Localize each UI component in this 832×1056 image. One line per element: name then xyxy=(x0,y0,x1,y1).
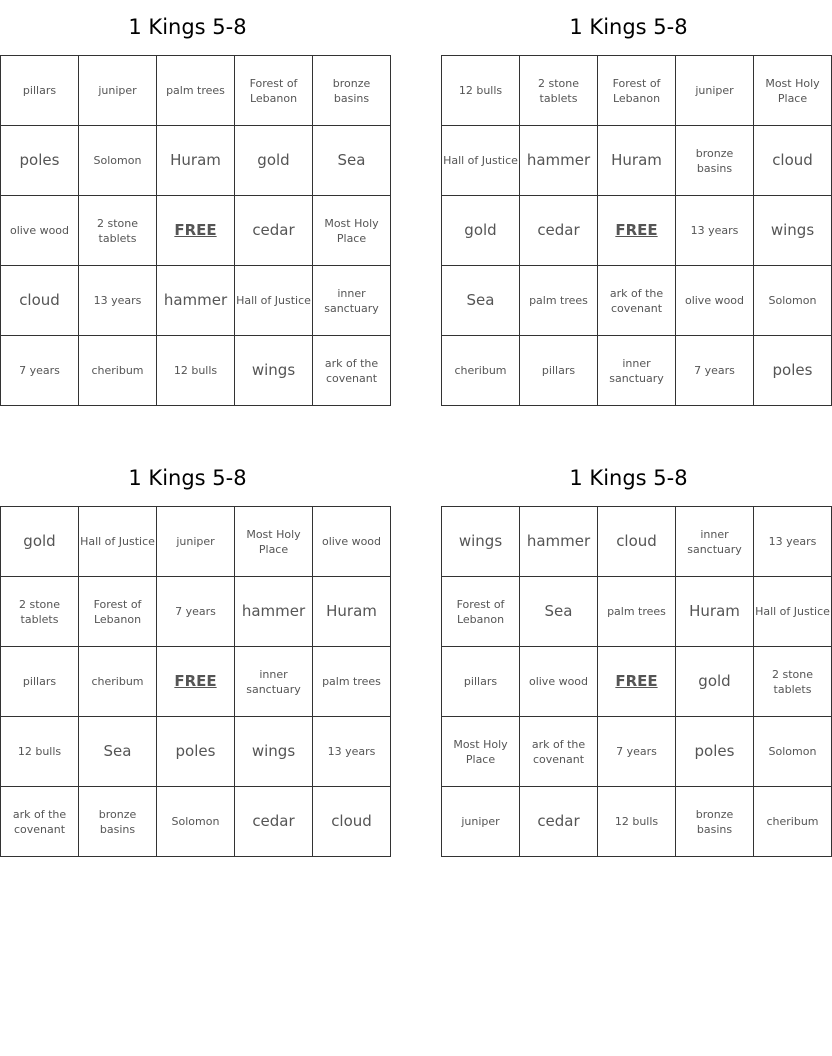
free-space: FREE xyxy=(598,647,676,717)
bingo-grid xyxy=(0,55,391,406)
bingo-cell: ark of the covenant xyxy=(520,717,598,787)
bingo-cell: gold xyxy=(235,126,313,196)
bingo-cell: Hall of Justice xyxy=(79,507,157,577)
bingo-cell: bronze basins xyxy=(676,787,754,857)
bingo-cell: pillars xyxy=(1,56,79,126)
grid-row xyxy=(442,507,832,577)
bingo-grid xyxy=(441,55,832,406)
bingo-cell: palm trees xyxy=(520,266,598,336)
bingo-cell: 12 bulls xyxy=(157,336,235,406)
bingo-cell: 13 years xyxy=(79,266,157,336)
bingo-cell: cloud xyxy=(598,507,676,577)
bingo-cell: Forest of Lebanon xyxy=(598,56,676,126)
bingo-cell: wings xyxy=(235,336,313,406)
bingo-cell: olive wood xyxy=(1,196,79,266)
bingo-cell: wings xyxy=(442,507,520,577)
bingo-cell: olive wood xyxy=(520,647,598,717)
bingo-cell: wings xyxy=(754,196,832,266)
bingo-cell: inner sanctuary xyxy=(598,336,676,406)
bingo-cell: bronze basins xyxy=(79,787,157,857)
bingo-cell: cloud xyxy=(313,787,391,857)
bingo-cell: 13 years xyxy=(313,717,391,787)
bingo-cell: Most Holy Place xyxy=(235,507,313,577)
grid-row xyxy=(442,717,832,787)
bingo-cell: Forest of Lebanon xyxy=(442,577,520,647)
bingo-cell: Hall of Justice xyxy=(754,577,832,647)
free-space: FREE xyxy=(157,647,235,717)
bingo-cell: cedar xyxy=(520,196,598,266)
bingo-cell: 7 years xyxy=(1,336,79,406)
bingo-cell: Hall of Justice xyxy=(235,266,313,336)
card-title: 1 Kings 5-8 xyxy=(128,15,247,39)
bingo-cell: poles xyxy=(1,126,79,196)
grid-row xyxy=(442,266,832,336)
bingo-cell: Huram xyxy=(313,577,391,647)
free-space: FREE xyxy=(598,196,676,266)
bingo-cell: inner sanctuary xyxy=(235,647,313,717)
bingo-cell: cheribum xyxy=(754,787,832,857)
grid-row xyxy=(1,266,391,336)
bingo-cell: cloud xyxy=(1,266,79,336)
bingo-cell: 2 stone tablets xyxy=(79,196,157,266)
bingo-cell: 2 stone tablets xyxy=(1,577,79,647)
bingo-cell: Solomon xyxy=(157,787,235,857)
bingo-cell: poles xyxy=(676,717,754,787)
grid-row xyxy=(1,336,391,406)
bingo-cell: cheribum xyxy=(79,336,157,406)
grid-row xyxy=(1,787,391,857)
grid-row xyxy=(1,196,391,266)
bingo-cell: hammer xyxy=(520,507,598,577)
bingo-cell: 2 stone tablets xyxy=(754,647,832,717)
bingo-cell: 13 years xyxy=(676,196,754,266)
bingo-cell: juniper xyxy=(79,56,157,126)
bingo-cell: 12 bulls xyxy=(1,717,79,787)
bingo-cell: Solomon xyxy=(754,266,832,336)
bingo-cell: gold xyxy=(1,507,79,577)
bingo-cell: Solomon xyxy=(79,126,157,196)
bingo-card-4 xyxy=(441,451,830,857)
bingo-cell: ark of the covenant xyxy=(313,336,391,406)
bingo-cell: gold xyxy=(676,647,754,717)
bingo-card-2 xyxy=(441,0,820,406)
bingo-cell: Sea xyxy=(79,717,157,787)
bingo-cell: juniper xyxy=(442,787,520,857)
grid-row xyxy=(1,56,391,126)
bingo-cell: cheribum xyxy=(442,336,520,406)
bingo-cell: juniper xyxy=(676,56,754,126)
card-title: 1 Kings 5-8 xyxy=(569,466,688,490)
bingo-cell: bronze basins xyxy=(313,56,391,126)
bingo-cell: Huram xyxy=(598,126,676,196)
bingo-cell: Sea xyxy=(520,577,598,647)
bingo-cell: Sea xyxy=(442,266,520,336)
bingo-cell: cloud xyxy=(754,126,832,196)
bingo-cell: Solomon xyxy=(754,717,832,787)
bingo-card-1 xyxy=(0,0,379,406)
bingo-cell: Hall of Justice xyxy=(442,126,520,196)
bingo-cell: 12 bulls xyxy=(442,56,520,126)
bingo-cell: Forest of Lebanon xyxy=(235,56,313,126)
bingo-cell: juniper xyxy=(157,507,235,577)
bingo-cell: 7 years xyxy=(676,336,754,406)
grid-row xyxy=(1,577,391,647)
bingo-cell: 7 years xyxy=(598,717,676,787)
bingo-cell: inner sanctuary xyxy=(313,266,391,336)
grid-row xyxy=(1,126,391,196)
bingo-cell: inner sanctuary xyxy=(676,507,754,577)
grid-row xyxy=(442,647,832,717)
bingo-cell: cheribum xyxy=(79,647,157,717)
bingo-cell: hammer xyxy=(157,266,235,336)
bingo-cell: pillars xyxy=(520,336,598,406)
bingo-grid xyxy=(441,506,832,857)
free-space: FREE xyxy=(157,196,235,266)
grid-row xyxy=(442,336,832,406)
bingo-cell: ark of the covenant xyxy=(598,266,676,336)
bingo-cell: 12 bulls xyxy=(598,787,676,857)
grid-row xyxy=(1,507,391,577)
bingo-cell: ark of the covenant xyxy=(1,787,79,857)
bingo-cell: poles xyxy=(754,336,832,406)
bingo-cell: Sea xyxy=(313,126,391,196)
bingo-cell: gold xyxy=(442,196,520,266)
bingo-cell: Most Holy Place xyxy=(754,56,832,126)
bingo-cell: pillars xyxy=(442,647,520,717)
bingo-cell: Huram xyxy=(157,126,235,196)
grid-row xyxy=(442,787,832,857)
grid-row xyxy=(442,126,832,196)
card-title: 1 Kings 5-8 xyxy=(569,15,688,39)
bingo-card-3 xyxy=(0,451,382,857)
bingo-cell: Most Holy Place xyxy=(313,196,391,266)
bingo-grid xyxy=(0,506,391,857)
bingo-cell: Huram xyxy=(676,577,754,647)
grid-row xyxy=(442,56,832,126)
bingo-cell: 13 years xyxy=(754,507,832,577)
bingo-cell: olive wood xyxy=(676,266,754,336)
bingo-cell: palm trees xyxy=(598,577,676,647)
bingo-cell: poles xyxy=(157,717,235,787)
bingo-cell: palm trees xyxy=(313,647,391,717)
grid-row xyxy=(1,647,391,717)
bingo-cell: hammer xyxy=(235,577,313,647)
bingo-cell: cedar xyxy=(520,787,598,857)
bingo-cell: Forest of Lebanon xyxy=(79,577,157,647)
grid-row xyxy=(442,577,832,647)
bingo-cell: olive wood xyxy=(313,507,391,577)
bingo-cell: cedar xyxy=(235,787,313,857)
bingo-cell: hammer xyxy=(520,126,598,196)
bingo-cell: 7 years xyxy=(157,577,235,647)
bingo-cell: 2 stone tablets xyxy=(520,56,598,126)
bingo-cell: bronze basins xyxy=(676,126,754,196)
bingo-cell: cedar xyxy=(235,196,313,266)
grid-row xyxy=(442,196,832,266)
bingo-cell: wings xyxy=(235,717,313,787)
bingo-cell: pillars xyxy=(1,647,79,717)
card-title: 1 Kings 5-8 xyxy=(128,466,247,490)
bingo-cell: Most Holy Place xyxy=(442,717,520,787)
grid-row xyxy=(1,717,391,787)
bingo-cell: palm trees xyxy=(157,56,235,126)
